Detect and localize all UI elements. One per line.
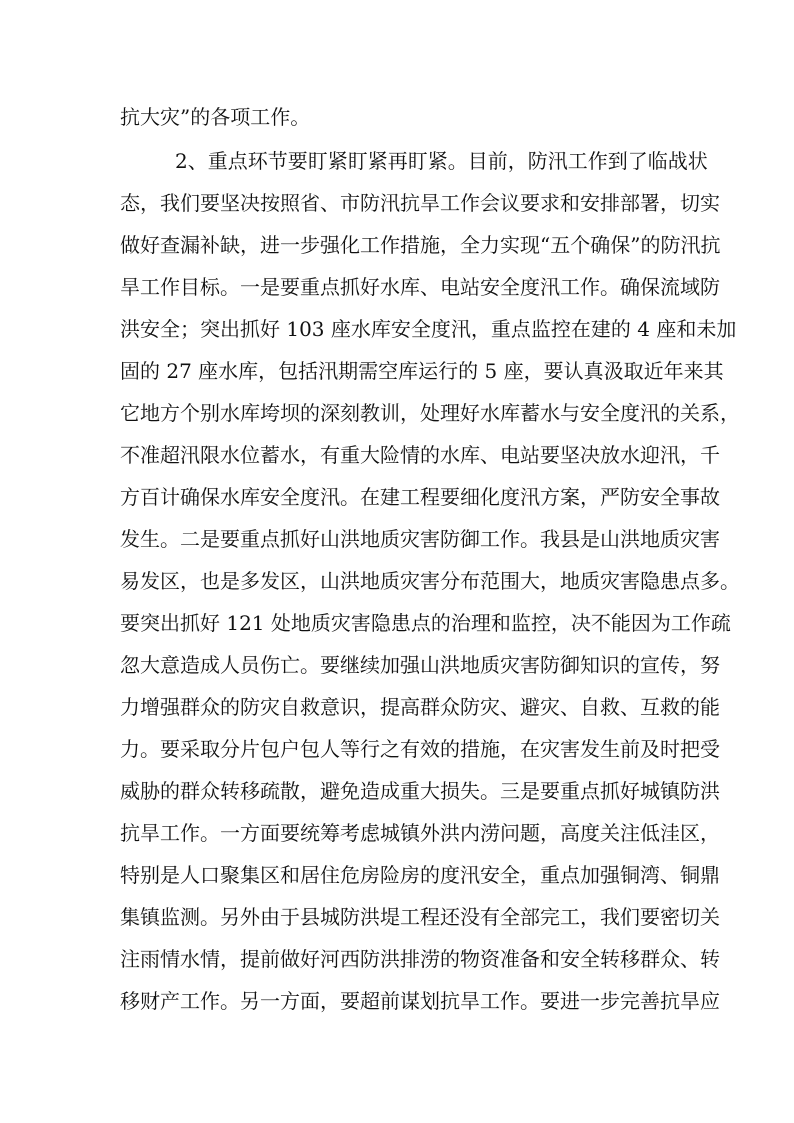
paragraph-line-15: 力增强群众的防灾自救意识，提高群众防灾、避灾、自救、互救的能: [120, 695, 720, 719]
paragraph-line-4: 做好查漏补缺，进一步强化工作措施，全力实现“五个确保”的防汛抗: [120, 233, 721, 257]
paragraph-line-5: 旱工作目标。一是要重点抓好水库、电站安全度汛工作。确保流域防: [120, 275, 720, 299]
paragraph-line-12: 易发区，也是多发区，山洪地质灾害分布范围大，地质灾害隐患点多。: [120, 569, 740, 593]
paragraph-line-11: 发生。二是要重点抓好山洪地质灾害防御工作。我县是山洪地质灾害: [120, 527, 720, 551]
paragraph-line-3: 态，我们要坚决按照省、市防汛抗旱工作会议要求和安排部署，切实: [120, 191, 720, 215]
paragraph-line-16: 力。要采取分片包户包人等行之有效的措施，在灾害发生前及时把受: [120, 737, 720, 761]
paragraph-line-21: 注雨情水情，提前做好河西防洪排涝的物资准备和安全转移群众、转: [120, 947, 720, 971]
paragraph-line-19: 特别是人口聚集区和居住危房险房的度汛安全，重点加强铜湾、铜鼎: [120, 863, 720, 887]
paragraph-line-14: 忽大意造成人员伤亡。要继续加强山洪地质灾害防御知识的宣传，努: [120, 653, 720, 677]
paragraph-line-22: 移财产工作。另一方面，要超前谋划抗旱工作。要进一步完善抗旱应: [120, 989, 720, 1013]
paragraph-line-10: 方百计确保水库安全度汛。在建工程要细化度汛方案，严防安全事故: [120, 485, 720, 509]
paragraph-line-17: 威胁的群众转移疏散，避免造成重大损失。三是要重点抓好城镇防洪: [120, 779, 720, 803]
paragraph-line-2: 2、重点环节要盯紧盯紧再盯紧。目前，防汛工作到了临战状: [175, 149, 708, 173]
paragraph-line-13: 要突出抓好 121 处地质灾害隐患点的治理和监控，决不能因为工作疏: [120, 611, 731, 635]
paragraph-line-1: 抗大灾”的各项工作。: [120, 105, 311, 129]
paragraph-line-6: 洪安全；突出抓好 103 座水库安全度汛，重点监控在建的 4 座和未加: [120, 317, 737, 341]
paragraph-line-9: 不准超汛限水位蓄水，有重大险情的水库、电站要坚决放水迎汛，千: [120, 443, 720, 467]
paragraph-line-20: 集镇监测。另外由于县城防洪堤工程还没有全部完工，我们要密切关: [120, 905, 720, 929]
paragraph-line-18: 抗旱工作。一方面要统筹考虑城镇外洪内涝问题，高度关注低洼区，: [120, 821, 720, 845]
paragraph-line-7: 固的 27 座水库，包括汛期需空库运行的 5 座，要认真汲取近年来其: [120, 359, 724, 383]
paragraph-line-8: 它地方个别水库垮坝的深刻教训，处理好水库蓄水与安全度汛的关系，: [120, 401, 740, 425]
